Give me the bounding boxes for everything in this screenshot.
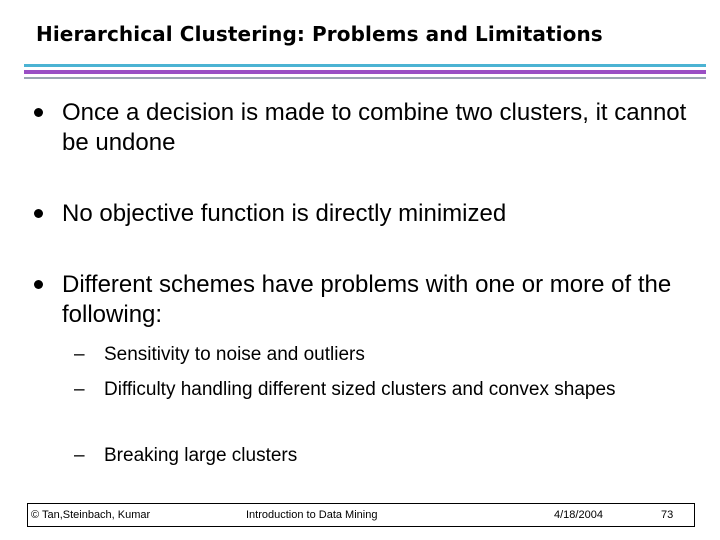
dash-icon: – [74, 344, 85, 365]
footer-course: Introduction to Data Mining [246, 509, 378, 521]
sub-bullet-text: Breaking large clusters [104, 445, 298, 466]
title-rule-top [24, 64, 706, 67]
bullet-dot-icon [34, 108, 43, 117]
dash-icon: – [74, 379, 85, 400]
sub-bullet-text: Sensitivity to noise and outliers [104, 344, 365, 365]
bullet-dot-icon [34, 209, 43, 218]
bullet-text: No objective function is directly minimized [62, 200, 507, 227]
bullet-dot-icon [34, 280, 43, 289]
title-rule-middle [24, 70, 706, 74]
footer-page-number: 73 [661, 509, 674, 521]
footer-date: 4/18/2004 [554, 509, 603, 521]
bullet-text: Different schemes have problems with one or more of the following: [62, 271, 672, 328]
dash-icon: – [74, 445, 85, 466]
bullet-text: Once a decision is made to combine two clusters, it cannot be undone [62, 99, 687, 156]
slide-title: Hierarchical Clustering: Problems and Limitations [36, 22, 603, 46]
slide-footer [27, 503, 695, 527]
sub-bullet-text: Difficulty handling different sized clusters and convex shapes [104, 379, 616, 400]
title-rule-bottom [24, 77, 706, 79]
footer-copyright: © Tan,Steinbach, Kumar [31, 509, 151, 521]
